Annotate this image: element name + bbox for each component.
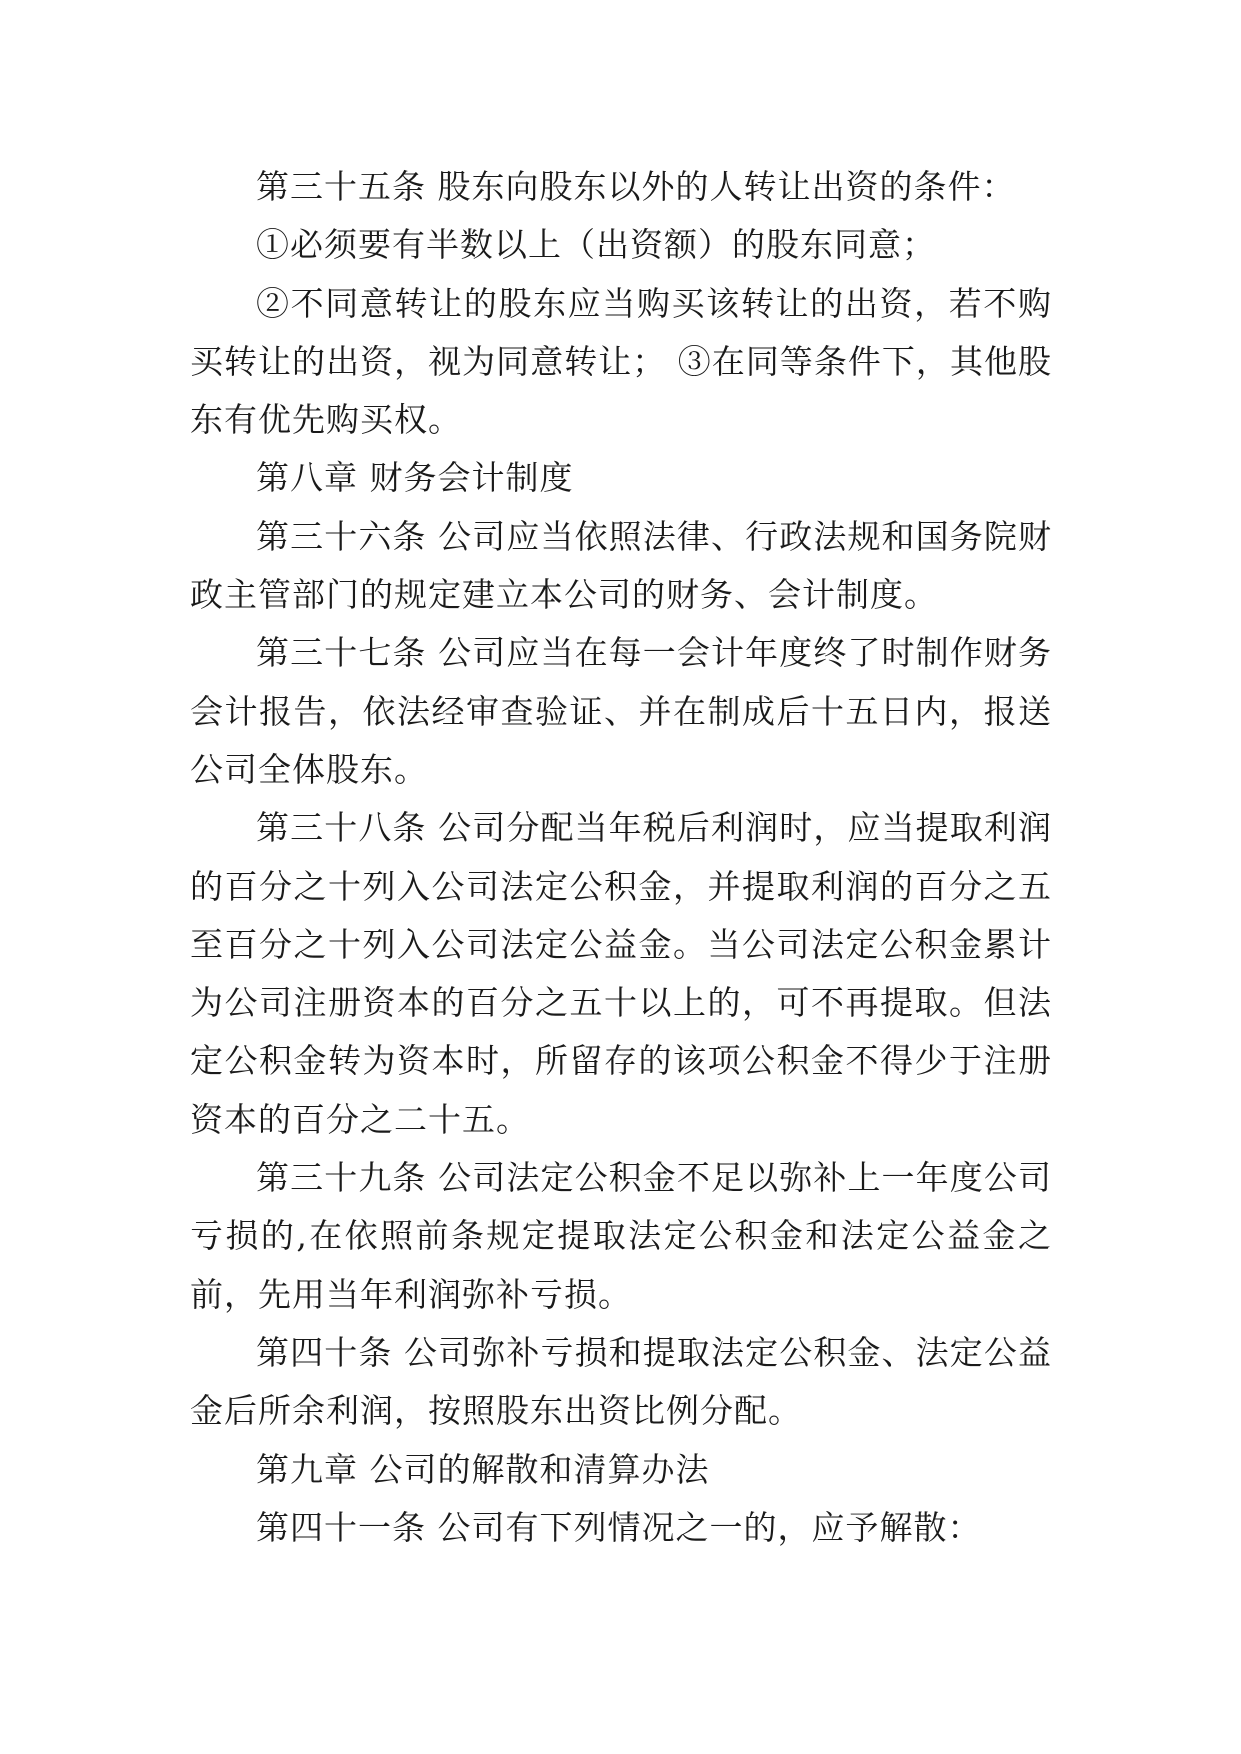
article-40-paragraph: 第四十条 公司弥补亏损和提取法定公积金、法定公益金后所余利润，按照股东出资比例分配。 [190,1332,1052,1431]
chapter-9-heading: 第九章 公司的解散和清算办法 [256,1449,710,1489]
condition-2-3-paragraph: ②不同意转让的股东应当购买该转让的出资，若不购买转让的出资，视为同意转让； ③在同等条件下，其他股东有优先购买权。 [190,283,1052,440]
article-41-paragraph: 第四十一条 公司有下列情况之一的，应予解散： [256,1507,982,1547]
article-35-paragraph: 第三十五条 股东向股东以外的人转让出资的条件： [256,167,1016,206]
article-38-paragraph: 第三十八条 公司分配当年税后利润时，应当提取利润的百分之十列入公司法定公积金，并提取利润的百分之五至百分之十列入公司法定公益金。当公司法定公积金累计为公司注册资本的百分之五十以上的，可不再提取。但法定公积金转为资本时，所留存的该项公积金不得少于注册资本的百分之二十五。 [190,808,1052,1139]
chapter-8-heading: 第八章 财务会计制度 [256,458,574,498]
document-body [190,158,1052,1557]
condition-1-paragraph: ①必须要有半数以上（出资额）的股东同意； [256,225,936,265]
article-36-paragraph: 第三十六条 公司应当依照法律、行政法规和国务院财政主管部门的规定建立本公司的财务、会计制度。 [190,516,1052,615]
article-37-paragraph: 第三十七条 公司应当在每一会计年度终了时制作财务会计报告，依法经审查验证、并在制成后十五日内，报送公司全体股东。 [190,633,1052,789]
article-39-paragraph: 第三十九条 公司法定公积金不足以弥补上一年度公司亏损的,在依照前条规定提取法定公积金和法定公益金之前，先用当年利润弥补亏损。 [190,1158,1052,1314]
